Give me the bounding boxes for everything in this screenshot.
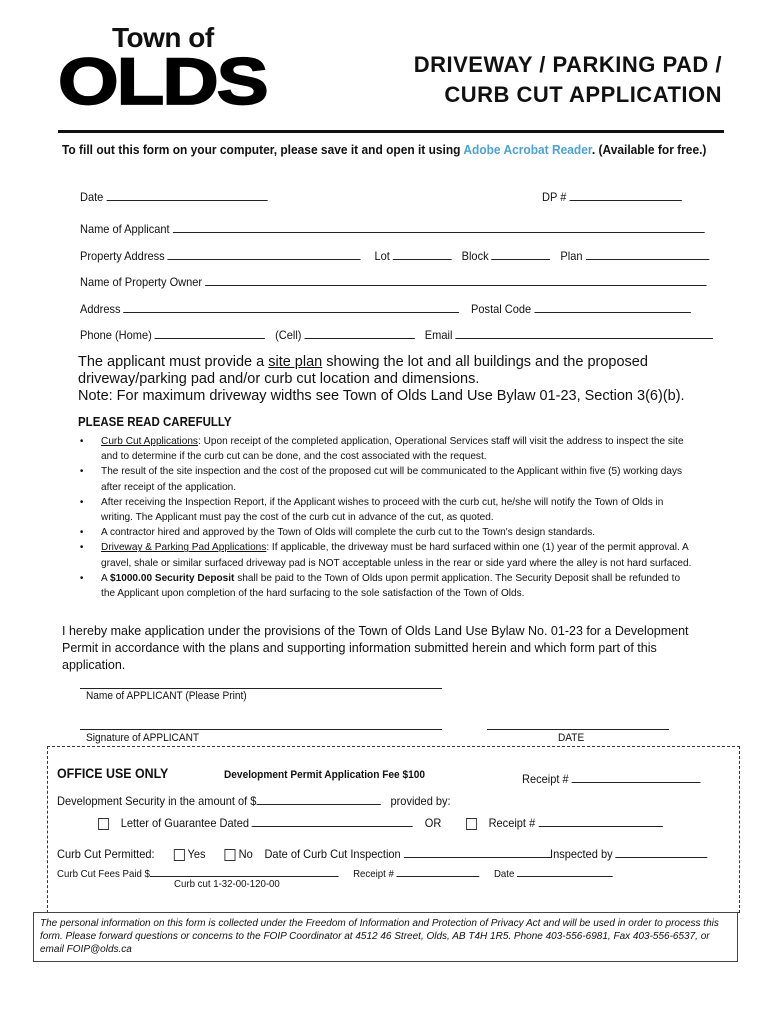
- form-title-line1: DRIVEWAY / PARKING PAD /: [413, 52, 722, 77]
- form-title: [414, 50, 722, 110]
- receipt2-input[interactable]: [538, 814, 662, 827]
- provided-by-label: provided by:: [390, 794, 451, 808]
- date-input[interactable]: [106, 188, 267, 201]
- instruction-before: To fill out this form on your computer, please save it and open it using: [62, 142, 464, 157]
- date3-label: Date: [493, 868, 515, 880]
- form-title-line2: CURB CUT APPLICATION: [444, 82, 722, 107]
- signature-date-line[interactable]: [487, 729, 669, 730]
- logo-town-text: Town of: [112, 22, 214, 53]
- applicant-signature-label: Signature of APPLICANT: [86, 732, 200, 744]
- dp-field-row: [542, 188, 682, 204]
- list-item: [78, 495, 692, 525]
- list-item: [78, 434, 692, 464]
- list-item: [78, 464, 692, 494]
- inspected-by-row: [550, 845, 708, 861]
- inspection-date-input[interactable]: [404, 845, 551, 858]
- guarantee-row: [98, 814, 662, 830]
- curb-permitted-label: Curb Cut Permitted:: [57, 847, 155, 861]
- security-row: [57, 792, 451, 808]
- dp-label: DP #: [542, 190, 567, 204]
- phone-home-label: Phone (Home): [80, 328, 152, 342]
- inspected-by-input[interactable]: [616, 845, 708, 858]
- letter-of-guarantee-label: Letter of Guarantee Dated: [120, 816, 249, 830]
- fees-paid-row: [57, 864, 613, 880]
- account-code: Curb cut 1-32-00-120-00: [174, 878, 280, 890]
- acrobat-reader-link[interactable]: Adobe Acrobat Reader: [463, 142, 592, 157]
- list-item: [78, 571, 692, 601]
- receipt-checkbox[interactable]: [466, 818, 477, 830]
- phone-home-input[interactable]: [155, 326, 265, 339]
- dp-input[interactable]: [569, 188, 681, 201]
- applicant-name-row: [80, 220, 704, 236]
- applicant-name-print-label: Name of APPLICANT (Please Print): [86, 690, 247, 702]
- lot-input[interactable]: [393, 247, 452, 260]
- date3-input[interactable]: [517, 864, 613, 877]
- letter-date-input[interactable]: [252, 814, 413, 827]
- list-item-text: shall be paid to the Town of Olds upon permit application. The Security Deposit shall be refunded to the Applicant upon completion of the hard surfacing to the sole satisfaction of the Town of Olds.: [101, 571, 681, 600]
- property-address-input[interactable]: [168, 247, 361, 260]
- site-plan-text: site plan: [268, 354, 323, 370]
- header-rule: [58, 130, 724, 133]
- inspected-by-label: Inspected by: [550, 847, 613, 861]
- security-label: Development Security in the amount of $: [57, 794, 257, 808]
- plan-input[interactable]: [586, 247, 709, 260]
- curb-permitted-row: [57, 845, 551, 861]
- logo-olds-text: OLDS: [58, 43, 267, 119]
- list-item-text: : Upon receipt of the completed application, Operational Services staff will visit the address to inspect the site and to determine if the curb cut can be done, and the cost associated with the request.: [101, 435, 684, 463]
- postal-code-label: Postal Code: [471, 302, 532, 316]
- no-checkbox[interactable]: [225, 849, 236, 861]
- phone-cell-input[interactable]: [305, 326, 415, 339]
- instruction-text: [62, 142, 706, 157]
- applicant-name-input[interactable]: [173, 220, 705, 233]
- address-row: [80, 300, 691, 316]
- letter-of-guarantee-checkbox[interactable]: [98, 818, 109, 830]
- phone-row: [80, 326, 713, 342]
- receipt-input[interactable]: [572, 770, 701, 783]
- applicant-signature-line[interactable]: [80, 729, 442, 730]
- owner-name-label: Name of Property Owner: [80, 275, 203, 289]
- list-item: [78, 540, 692, 570]
- fees-paid-input[interactable]: [150, 864, 339, 877]
- notice-text-before: The applicant must provide a: [78, 354, 269, 370]
- security-amount-input[interactable]: [256, 792, 380, 805]
- postal-code-input[interactable]: [534, 300, 690, 313]
- receipt3-input[interactable]: [397, 864, 480, 877]
- application-fee-text: Development Permit Application Fee $100: [224, 769, 425, 781]
- please-read-heading: PLEASE READ CAREFULLY: [78, 415, 232, 429]
- address-label: Address: [80, 302, 121, 316]
- or-label: OR: [424, 816, 442, 830]
- receipt3-label: Receipt #: [353, 868, 394, 880]
- block-input[interactable]: [492, 247, 551, 260]
- plan-label: Plan: [560, 249, 583, 263]
- instruction-after: . (Available for free.): [591, 142, 707, 157]
- email-input[interactable]: [455, 326, 713, 339]
- fees-paid-label: Curb Cut Fees Paid $: [57, 868, 150, 880]
- inspection-date-label: Date of Curb Cut Inspection: [264, 847, 401, 861]
- notice-text-after: showing the lot and all buildings and the proposed driveway/parking pad and/or curb cut location and dimensions.: [78, 354, 648, 387]
- applicant-name-label: Name of Applicant: [80, 222, 170, 236]
- notice-driveway-width: Note: For maximum driveway widths see Town of Olds Land Use Bylaw 01-23, Section 3(6)(b).: [78, 388, 685, 404]
- address-input[interactable]: [124, 300, 460, 313]
- date-label: Date: [80, 190, 104, 204]
- security-deposit-text: $1000.00 Security Deposit: [110, 571, 235, 584]
- yes-label: Yes: [187, 847, 206, 861]
- phone-cell-label: (Cell): [275, 328, 302, 342]
- signature-date-label: DATE: [558, 732, 585, 744]
- foip-notice: The personal information on this form is collected under the Freedom of Information and Protection of Privacy Act and will be used in order to process this form. Please forward questions or concerns to the FOIP Coordinator at 4512 46 Street, Olds, AB T4H 1R5. Phone 403-556-6981, Fax 403-556-6537, or email FOIP@olds.ca: [33, 912, 738, 962]
- owner-name-input[interactable]: [205, 273, 706, 286]
- list-item-text: The result of the site inspection and the cost of the proposed cut will be communicated to the Applicant within five (5) working days after receipt of the application.: [101, 465, 683, 493]
- no-label: No: [238, 847, 253, 861]
- declaration-text: I hereby make application under the provisions of the Town of Olds Land Use Bylaw No. 01-23 for a Development Permit in accordance with the plans and supporting information submitted herein and which form part of this application.: [62, 624, 689, 672]
- list-item-text: A contractor hired and approved by the Town of Olds will complete the curb cut to the Town's design standards.: [101, 526, 596, 539]
- receipt-row: [522, 770, 701, 786]
- list-item-text: : If applicable, the driveway must be hard surfaced within one (1) year of the permit approval. A gravel, shale or similar surfaced driveway pad is NOT acceptable unless in the rear or side yard where the alley is not hard surfaced.: [101, 541, 692, 569]
- date-field-row: [80, 188, 267, 204]
- property-address-label: Property Address: [80, 249, 165, 263]
- lot-label: Lot: [374, 249, 390, 263]
- owner-name-row: [80, 273, 707, 289]
- office-use-heading: OFFICE USE ONLY: [57, 766, 169, 781]
- applicant-name-print-line[interactable]: [80, 688, 442, 689]
- list-item-text: After receiving the Inspection Report, if the Applicant wishes to proceed with the curb cut, he/she will notify the Town of Olds in writing. The Applicant must pay the cost of the curb cut in advance of the cut, as quoted.: [101, 495, 664, 524]
- block-label: Block: [461, 249, 489, 263]
- receipt-label: Receipt #: [522, 772, 569, 786]
- curb-cut-applications-heading: Curb Cut Applications: [101, 435, 198, 447]
- yes-checkbox[interactable]: [174, 849, 185, 861]
- property-address-row: [80, 247, 709, 263]
- site-plan-notice: [78, 354, 718, 405]
- instructions-list: [78, 434, 718, 601]
- receipt2-label: Receipt #: [488, 816, 536, 830]
- list-item: [78, 525, 692, 540]
- driveway-applications-heading: Driveway & Parking Pad Applications: [101, 541, 267, 554]
- email-label: Email: [424, 328, 453, 342]
- list-item-text: A: [101, 571, 111, 584]
